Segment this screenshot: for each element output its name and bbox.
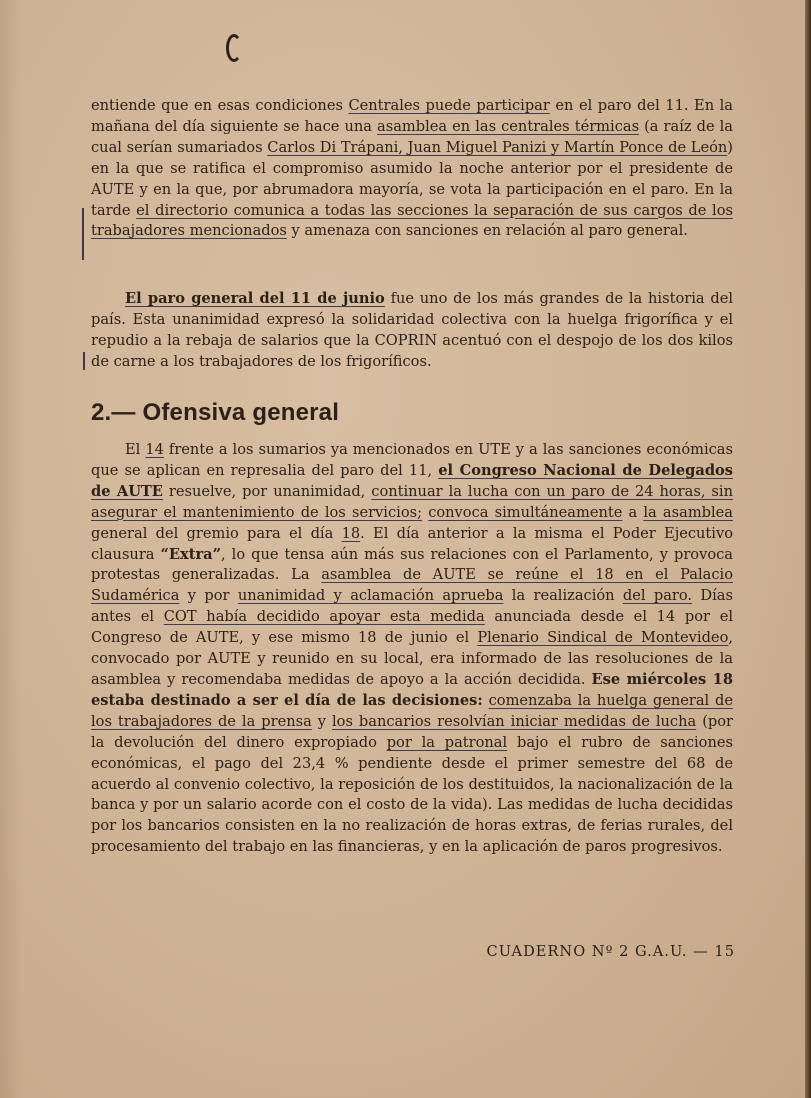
text-run: frente a los sumarios ya mencionados en UTE y a las sanciones económicas que se aplican en represalia del paro del 11, xyxy=(91,441,733,479)
text-run: y xyxy=(311,712,332,730)
text-run: . El día anterior a la misma el Poder Ejecutivo clausura xyxy=(91,524,733,563)
text-run: la realización xyxy=(503,587,623,605)
bold-run: “Extra” xyxy=(160,545,222,563)
underlined-run: por la patronal xyxy=(386,733,508,751)
underlined-run: 18 xyxy=(341,524,361,542)
underlined-run: convoca simultáneamente xyxy=(428,503,623,521)
underlined-run: 14 xyxy=(145,441,164,458)
underlined-run: los bancarios resolvían iniciar medidas de lucha xyxy=(332,712,697,730)
underlined-run: continuar la lucha con un paro de 24 horas, sin asegurar el mantenimiento de los servicios; xyxy=(91,482,733,521)
text-run: entiende que en esas condiciones xyxy=(91,97,349,114)
text-run: a xyxy=(622,503,644,521)
paragraph-3-text xyxy=(91,440,733,858)
underlined-run: Carlos Di Trápani, Juan Miguel Panizi y Martín Ponce de León xyxy=(267,138,728,156)
underlined-run: Centrales puede participar xyxy=(348,97,550,114)
paragraph-1-text xyxy=(91,96,733,242)
text-run: y amenaza con sanciones en relación al paro general. xyxy=(286,222,688,240)
text-run: en el paro del 11. En la mañana del día siguiente se hace una xyxy=(91,97,733,135)
text-run: general del gremio para el día xyxy=(91,524,342,542)
section-heading: 2.— Ofensiva general xyxy=(91,399,340,426)
underlined-run: comenzaba la huelga general de los trabajadores de la prensa xyxy=(91,691,734,730)
text-run: , convocado por AUTE y reunido en su local, era informado de las resoluciones de la asamblea y recomendaba medidas de apoyo a la acción decidida. xyxy=(91,629,733,688)
underlined-run: la asamblea xyxy=(643,503,733,521)
text-run: y por xyxy=(179,587,238,605)
bold-underlined-run: El paro general del 11 de junio xyxy=(125,290,385,307)
underlined-run: Plenario Sindical de Montevideo xyxy=(477,629,729,647)
text-run: resuelve, por unanimidad, xyxy=(162,482,372,500)
paragraph-1 xyxy=(91,96,733,242)
page-left-shadow xyxy=(0,0,22,1098)
text-run: anunciada desde el 14 por el Congreso de AUTE, y ese mismo 18 de junio el xyxy=(91,608,733,647)
margin-pen-mark xyxy=(83,352,85,370)
underlined-run: asamblea en las centrales térmicas xyxy=(377,117,640,135)
underlined-run: el directorio comunica a todas las secciones la separación de sus cargos de los trabajadores mencionados xyxy=(91,201,733,240)
staple-mark xyxy=(226,34,242,62)
page-footer: CUADERNO Nº 2 G.A.U. — 15 xyxy=(486,943,735,960)
paragraph-3 xyxy=(91,440,733,858)
text-run: , lo que tensa aún más sus relaciones con el Parlamento, y provoca protestas generalizadas. La xyxy=(91,545,733,584)
page-right-edge xyxy=(805,0,811,1098)
underlined-run: unanimidad y aclamación aprueba xyxy=(237,587,504,605)
underlined-run: COT había decidido apoyar esta medida xyxy=(163,608,485,626)
text-run: Días antes el xyxy=(91,587,733,626)
text-run: (por la devolución del dinero expropiado xyxy=(91,712,733,751)
paragraph-2 xyxy=(91,289,733,373)
bold-run: Ese miércoles 18 estaba destinado a ser el día de las decisiones: xyxy=(91,670,733,709)
underlined-run: del paro. xyxy=(622,587,693,605)
margin-pen-mark xyxy=(82,208,84,260)
bold-underlined-run: el Congreso Nacional de Delegados de AUTE xyxy=(91,461,733,500)
underlined-run: asamblea de AUTE se reúne el 18 en el Palacio Sudamérica xyxy=(91,566,733,605)
paragraph-2-text xyxy=(91,289,733,373)
text-run: fue uno de los más grandes de la historia del país. Esta unanimidad expresó la solidaridad colectiva con la huelga frigorífica y el repudio a la rebaja de salarios que la COPRIN acentuó con el despojo de los dos kilos de carne a los trabajadores de los frigoríficos. xyxy=(91,290,733,370)
text-run: El xyxy=(125,441,146,458)
text-run: ) en la que se ratifica el compromiso asumido la noche anterior por el presidente de AUTE y en la que, por abrumadora mayoría, se vota la participación en el paro. En la tarde xyxy=(91,138,733,219)
text-run: (a raíz de la cual serían sumariados xyxy=(91,117,734,156)
text-run: bajo el rubro de sanciones económicas, el pago del 23,4 % pendiente desde el primer semestre del 68 de acuerdo al convenio colectivo, la reposición de los destituidos, la nacionalización de la banca y por un salario acorde con el costo de la vida). Las medidas de lucha decididas por los bancarios consisten en la no realización de horas extras, de ferias rurales, del procesamiento del trabajo en las financieras, y en la aplicación de paros progresivos. xyxy=(91,733,733,856)
